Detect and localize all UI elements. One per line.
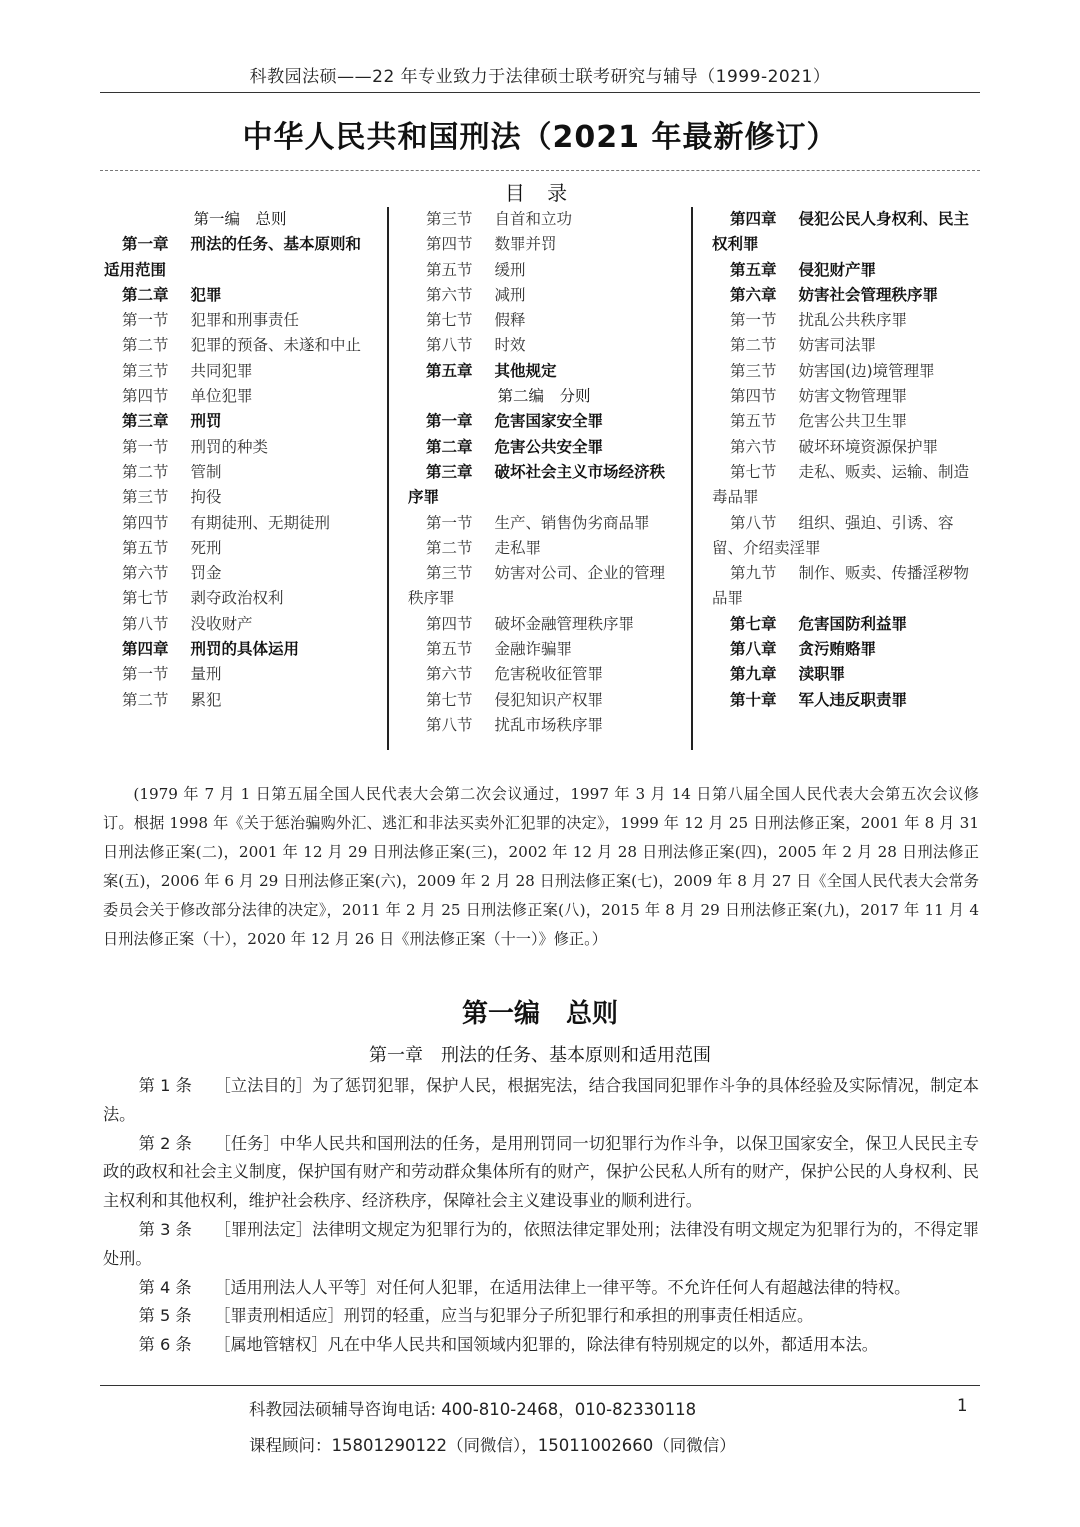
toc-entry-title: 假释 [494, 311, 526, 330]
revision-history-note: (1979 年 7 月 1 日第五届全国人民代表大会第二次会议通过，1997 年 3 月 14 日第八届全国人民代表大会第五次会议修订。根据 1998 年《关于惩治骗购外汇、逃汇和非法买卖外汇犯罪的决定》，1999 年 12 月 25 日刑法修正案，2001 年 8 月 31 日刑法修正案(二)，2001 年 12 月 29 日刑法修正案(三)，2002 年 12 月 28 日刑法修正案(四)，2005 年 2 月 28 日刑法修正案(五)，2006 年 6 月 29 日刑法修正案(六)，2009 年 2 月 28 日刑法修正案(七)，2009 年 8 月 27 日《全国人民代表大会常务委员会关于修改部分法律的决定》，2011 年 2 月 25 日刑法修正案(八)，2015 年 8 月 29 日刑法修正案(九)，2017 年 11 月 4 日刑法修正案（十），2020 年 12 月 26 日《刑法修正案（十一）》修正。） [103, 785, 979, 948]
toc-chapter-entry [104, 409, 376, 434]
toc-entry-number: 第八章 [730, 640, 777, 659]
toc-chapter-entry [712, 637, 980, 662]
toc-chapter-entry [712, 258, 980, 283]
article-text: ［罪刑法定］法律明文规定为犯罪行为的，依照法律定罪处刑；法律没有明文规定为犯罪行为的，不得定罪处刑。 [103, 1219, 979, 1268]
toc-column-3 [712, 207, 980, 713]
toc-entry-number: 第六节 [426, 285, 473, 304]
toc-entry-title: 共同犯罪 [190, 361, 253, 380]
toc-entry-number: 第二节 [730, 336, 777, 355]
toc-section-entry [408, 333, 680, 358]
toc-section-entry [408, 612, 680, 637]
toc-entry-title: 生产、销售伪劣商品罪 [494, 513, 650, 532]
toc-entry-title: 危害国家安全罪 [494, 412, 604, 431]
toc-entry-number: 第六节 [122, 564, 169, 583]
toc-section-entry [712, 409, 980, 434]
toc-section-entry [408, 207, 680, 232]
toc-entry-number: 第二章 [426, 437, 473, 456]
article-paragraph [103, 1274, 979, 1303]
toc-entry-title: 金融诈骗罪 [494, 640, 573, 659]
toc-entry-number: 第九章 [730, 665, 777, 684]
toc-entry-title: 走私罪 [494, 538, 542, 557]
toc-entry-number: 第二章 [122, 285, 169, 304]
document-title: 中华人民共和国刑法（2021 年最新修订） [242, 120, 838, 155]
page-number: 1 [957, 1396, 968, 1415]
article-number: 第 6 条 [138, 1335, 192, 1355]
toc-entry-title: 刑罚的种类 [190, 437, 269, 456]
toc-section-entry [408, 283, 680, 308]
toc-entry-number: 第一节 [122, 665, 169, 684]
toc-entry-number: 第七节 [426, 311, 473, 330]
toc-section-entry [104, 586, 376, 611]
toc-entry-number: 第三节 [122, 488, 169, 507]
toc-entry-title: 妨害文物管理罪 [798, 387, 908, 406]
toc-entry-title: 危害税收征管罪 [494, 665, 604, 684]
toc-chapter-entry [408, 409, 680, 434]
toc-entry-number: 第八节 [426, 715, 473, 734]
toc-section-entry [104, 384, 376, 409]
toc-entry-number: 第五章 [730, 260, 777, 279]
footer-advisors: 课程顾问：15801290122（同微信），15011002660（同微信） [249, 1436, 736, 1455]
toc-entry-number: 第四节 [426, 235, 473, 254]
article-text: ［罪责刑相适应］刑罚的轻重，应当与犯罪分子所犯罪行和承担的刑事责任相适应。 [214, 1306, 814, 1326]
toc-entry-number: 第六章 [730, 285, 777, 304]
toc-section-entry [104, 435, 376, 460]
toc-chapter-entry [408, 359, 680, 384]
toc-entry-number: 第四章 [730, 210, 777, 228]
footer-rule [100, 1385, 980, 1386]
toc-entry-number: 第一节 [730, 311, 777, 330]
toc-entry-title: 侵犯财产罪 [798, 260, 877, 279]
toc-section-entry [712, 359, 980, 384]
article-paragraph [103, 1331, 979, 1360]
title-dashed-rule [100, 170, 980, 171]
toc-entry-title: 危害国防利益罪 [798, 614, 908, 633]
article-text: ［适用刑法人人平等］对任何人犯罪，在适用法律上一律平等。不允许任何人有超越法律的特权。 [214, 1277, 911, 1297]
toc-section-entry [408, 536, 680, 561]
toc-heading: 目 录 [504, 181, 576, 205]
toc-entry-number: 第二节 [122, 690, 169, 709]
toc-entry-title: 减刑 [494, 285, 526, 304]
toc-entry-title: 妨害对公司、企业的管理秩序罪 [408, 564, 666, 608]
toc-entry-title: 走私、贩卖、运输、制造毒品罪 [712, 462, 970, 507]
toc-section-entry [408, 662, 680, 687]
toc-section-entry [712, 435, 980, 460]
toc-entry-number: 第三章 [426, 462, 473, 481]
toc-entry-number: 第四节 [122, 387, 169, 406]
toc-entry-number: 第一节 [426, 513, 473, 532]
toc-entry-title: 妨害社会管理秩序罪 [798, 285, 939, 304]
toc-entry-title: 妨害司法罪 [798, 336, 877, 355]
toc-section-entry [104, 511, 376, 536]
toc-entry-number: 第三节 [426, 564, 473, 583]
toc-entry-title: 拘役 [190, 488, 222, 507]
toc-entry-number: 第六节 [730, 437, 777, 456]
toc-entry-title: 扰乱公共秩序罪 [798, 311, 908, 330]
toc-entry-title: 妨害国(边)境管理罪 [798, 361, 935, 380]
toc-chapter-entry [712, 283, 980, 308]
toc-entry-title: 剥夺政治权利 [190, 589, 284, 608]
toc-entry-title: 犯罪的预备、未遂和中止 [190, 336, 362, 355]
article-paragraph [103, 1072, 979, 1130]
toc-entry-number: 第五章 [426, 361, 473, 380]
toc-entry-title: 自首和立功 [494, 210, 573, 228]
toc-section-entry [104, 688, 376, 713]
toc-entry-title: 侵犯知识产权罪 [494, 690, 604, 709]
toc-chapter-entry [104, 232, 376, 283]
toc-entry-number: 第八节 [426, 336, 473, 355]
toc-column-1 [104, 207, 376, 713]
toc-entry-number: 第七节 [426, 690, 473, 709]
toc-section-entry [408, 308, 680, 333]
toc-chapter-entry [408, 435, 680, 460]
toc-section-entry [712, 308, 980, 333]
toc-entry-number: 第二节 [122, 336, 169, 355]
toc-entry-title: 危害公共安全罪 [494, 437, 604, 456]
toc-entry-number: 第十章 [730, 690, 777, 709]
toc-entry-number: 第八节 [730, 513, 777, 532]
toc-entry-number: 第二节 [426, 538, 473, 557]
toc-section-entry [104, 359, 376, 384]
toc-section-entry [408, 713, 680, 738]
toc-entry-title: 组织、强迫、引诱、容留、介绍卖淫罪 [712, 513, 954, 557]
toc-section-entry [408, 232, 680, 257]
toc-section-entry [104, 536, 376, 561]
toc-entry-number: 第一节 [122, 437, 169, 456]
article-text: ［属地管辖权］凡在中华人民共和国领域内犯罪的，除法律有特别规定的以外，都适用本法。 [214, 1335, 878, 1355]
toc-part-heading: 第一编 总则 [193, 210, 287, 228]
toc-entry-number: 第一章 [122, 235, 169, 254]
toc-entry-title: 缓刑 [494, 260, 526, 279]
toc-entry-number: 第三节 [426, 210, 473, 228]
toc-section-entry [104, 333, 376, 358]
toc-entry-number: 第三节 [122, 361, 169, 380]
toc-section-entry [408, 637, 680, 662]
toc-section-entry [104, 662, 376, 687]
article-number: 第 4 条 [138, 1277, 192, 1297]
article-paragraph [103, 1216, 979, 1274]
article-number: 第 1 条 [138, 1076, 192, 1095]
toc-entry-number: 第四节 [730, 387, 777, 406]
toc-entry-title: 数罪并罚 [494, 235, 557, 254]
toc-section-entry [104, 460, 376, 485]
toc-part-heading: 第二编 分则 [497, 387, 591, 406]
toc-section-entry [712, 511, 980, 562]
toc-entry-title: 刑法的任务、基本原则和适用范围 [104, 235, 362, 279]
toc-column-2 [408, 207, 680, 738]
running-header: 科教园法硕——22 年专业致力于法律硕士联考研究与辅导（1999-2021） [249, 67, 831, 87]
toc-entry-number: 第六节 [426, 665, 473, 684]
toc-section-entry [104, 308, 376, 333]
toc-section-entry [408, 561, 680, 612]
article-paragraph [103, 1302, 979, 1331]
toc-chapter-entry [712, 688, 980, 713]
toc-entry-title: 时效 [494, 336, 526, 355]
toc-entry-title: 渎职罪 [798, 665, 846, 684]
toc-entry-title: 罚金 [190, 564, 222, 583]
toc-section-entry [408, 511, 680, 536]
toc-entry-number: 第三章 [122, 412, 169, 431]
toc-entry-number: 第四节 [426, 614, 473, 633]
toc-entry-number: 第五节 [426, 260, 473, 279]
toc-entry-number: 第七章 [730, 614, 777, 633]
footer-phone: 科教园法硕辅导咨询电话: 400-810-2468，010-82330118 [249, 1400, 697, 1419]
toc-entry-title: 累犯 [190, 690, 222, 709]
header-rule [100, 92, 980, 93]
toc-chapter-entry [104, 283, 376, 308]
toc-entry-title: 危害公共卫生罪 [798, 412, 908, 431]
toc-entry-number: 第五节 [122, 538, 169, 557]
toc-chapter-entry [408, 460, 680, 511]
toc-entry-title: 量刑 [190, 665, 222, 684]
toc-section-entry [712, 333, 980, 358]
toc-entry-number: 第五节 [426, 640, 473, 659]
toc-entry-title: 死刑 [190, 538, 222, 557]
toc-section-entry [712, 384, 980, 409]
article-number: 第 5 条 [138, 1306, 192, 1326]
toc-entry-number: 第七节 [730, 462, 777, 481]
article-number: 第 2 条 [138, 1133, 192, 1153]
toc-entry-title: 没收财产 [190, 614, 253, 633]
toc-divider [387, 207, 389, 750]
toc-entry-number: 第八节 [122, 614, 169, 633]
toc-chapter-entry [712, 207, 980, 258]
toc-entry-number: 第五节 [730, 412, 777, 431]
toc-entry-title: 有期徒刑、无期徒刑 [190, 513, 331, 532]
toc-entry-title: 破坏金融管理秩序罪 [494, 614, 635, 633]
article-number: 第 3 条 [138, 1219, 192, 1239]
toc-entry-title: 贪污贿赂罪 [798, 640, 877, 659]
article-text: ［任务］中华人民共和国刑法的任务，是用刑罚同一切犯罪行为作斗争，以保卫国家安全，保卫人民民主专政的政权和社会主义制度，保护国有财产和劳动群众集体所有的财产，保护公民私人所有的财产，保护公民的人身权利、民主权利和其他权利，维护社会秩序、经济秩序，保障社会主义建设事业的顺利进行。 [103, 1133, 979, 1211]
toc-entry-number: 第四章 [122, 640, 169, 659]
toc-entry-title: 犯罪 [190, 285, 222, 304]
toc-section-entry [104, 485, 376, 510]
chapter-title: 第一章 刑法的任务、基本原则和适用范围 [369, 1045, 711, 1066]
toc-entry-title: 破坏环境资源保护罪 [798, 437, 939, 456]
toc-entry-number: 第三节 [730, 361, 777, 380]
toc-entry-number: 第四节 [122, 513, 169, 532]
toc-entry-title: 犯罪和刑事责任 [190, 311, 300, 330]
toc-section-entry [408, 258, 680, 283]
toc-entry-title: 其他规定 [494, 361, 557, 380]
article-paragraph [103, 1130, 979, 1216]
toc-entry-title: 管制 [190, 462, 222, 481]
toc-entry-title: 破坏社会主义市场经济秩序罪 [408, 462, 666, 507]
toc-entry-number: 第一节 [122, 311, 169, 330]
toc-entry-number: 第二节 [122, 462, 169, 481]
toc-section-entry [408, 688, 680, 713]
toc-chapter-entry [712, 662, 980, 687]
article-text: ［立法目的］为了惩罚犯罪，保护人民，根据宪法，结合我国同犯罪作斗争的具体经验及实际情况，制定本法。 [103, 1076, 979, 1124]
toc-section-entry [712, 460, 980, 511]
toc-entry-title: 扰乱市场秩序罪 [494, 715, 604, 734]
toc-entry-title: 刑罚 [190, 412, 222, 431]
toc-section-entry [712, 561, 980, 612]
part-title: 第一编 总则 [461, 999, 618, 1029]
article-list [103, 1072, 979, 1360]
toc-entry-number: 第一章 [426, 412, 473, 431]
toc-chapter-entry [712, 612, 980, 637]
toc-divider [691, 207, 693, 750]
toc-entry-title: 单位犯罪 [190, 387, 253, 406]
toc-entry-title: 刑罚的具体运用 [190, 640, 300, 659]
toc-section-entry [104, 612, 376, 637]
toc-entry-title: 制作、贩卖、传播淫秽物品罪 [712, 564, 970, 608]
toc-section-entry [104, 561, 376, 586]
toc-entry-number: 第九节 [730, 564, 777, 583]
toc-chapter-entry [104, 637, 376, 662]
toc-entry-number: 第七节 [122, 589, 169, 608]
toc-entry-title: 侵犯公民人身权利、民主权利罪 [712, 210, 970, 254]
toc-entry-title: 军人违反职责罪 [798, 690, 908, 709]
